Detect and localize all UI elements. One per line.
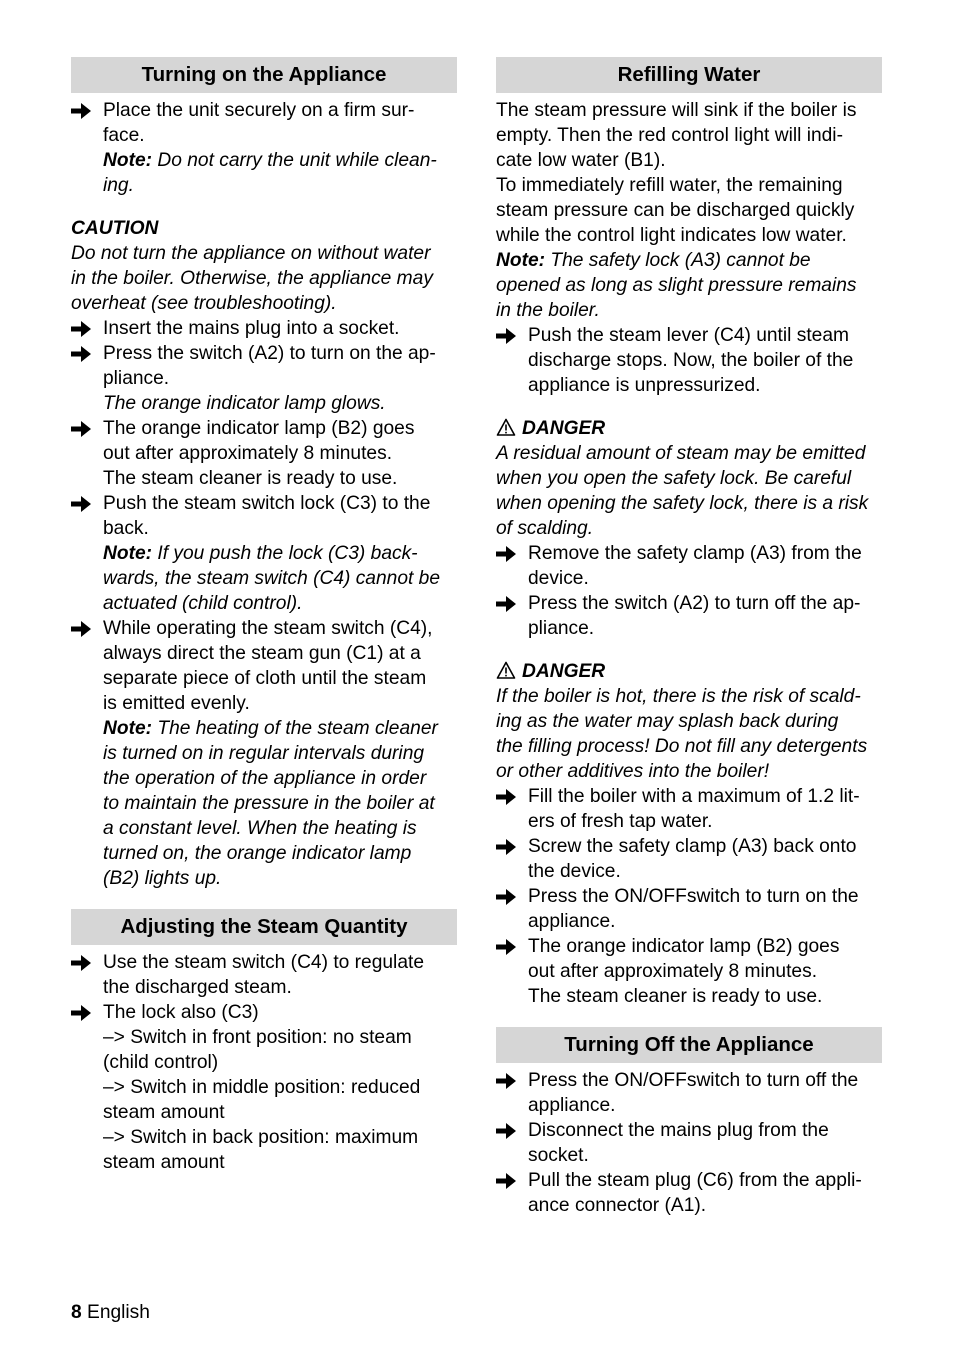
text-line: The orange indicator lamp (B2) goes — [528, 936, 840, 957]
note-text: opened as long as slight pressure remains — [496, 275, 857, 296]
text-line: –> Switch in front position: no steam — [103, 1027, 412, 1048]
caution-text: Do not turn the appliance on without water — [71, 243, 431, 264]
caution-text: in the boiler. Otherwise, the appliance may — [71, 268, 433, 289]
note-text: Do not carry the unit while clean- — [152, 150, 437, 171]
arrow-right-icon — [71, 616, 93, 641]
text-line: cate low water (B1). — [496, 150, 666, 171]
text-line: –> Switch in middle position: reduced — [103, 1077, 421, 1098]
danger-text: of scalding. — [496, 518, 594, 539]
list-item — [496, 784, 882, 834]
danger-text: ing as the water may splash back during — [496, 711, 839, 732]
note-label: Note: — [103, 150, 153, 171]
text-line: the discharged steam. — [103, 977, 292, 998]
note — [103, 148, 457, 173]
list-item — [496, 834, 882, 884]
arrow-right-icon — [71, 1000, 93, 1025]
text-line: separate piece of cloth until the steam — [103, 668, 427, 689]
arrow-right-icon — [71, 316, 93, 341]
text-line: The orange indicator lamp glows. — [103, 393, 386, 414]
caution-label: CAUTION — [71, 218, 159, 239]
arrow-right-icon — [496, 323, 518, 348]
list-item — [496, 541, 882, 591]
list-item — [71, 316, 457, 341]
arrow-right-icon — [71, 950, 93, 975]
arrow-right-icon — [71, 416, 93, 441]
arrow-right-icon — [496, 591, 518, 616]
list-item — [71, 416, 457, 491]
note-text: If you push the lock (C3) back- — [152, 543, 418, 564]
arrow-right-icon — [496, 1068, 518, 1093]
text-line: Press the switch (A2) to turn on the ap- — [103, 343, 436, 364]
text-line: Use the steam switch (C4) to regulate — [103, 952, 424, 973]
list-item — [496, 323, 882, 398]
text-line: (child control) — [103, 1052, 219, 1073]
section-header-turning-off: Turning Off the Appliance — [496, 1027, 882, 1063]
text-line: pliance. — [103, 368, 170, 389]
section-header-turning-on: Turning on the Appliance — [71, 57, 457, 93]
note-text: the operation of the appliance in order — [103, 768, 427, 789]
text-line: Press the switch (A2) to turn off the ap- — [528, 593, 861, 614]
text-line: Push the steam lever (C4) until steam — [528, 325, 849, 346]
danger-label: DANGER — [522, 418, 606, 439]
arrow-right-icon — [496, 1118, 518, 1143]
note — [103, 716, 457, 741]
arrow-right-icon — [496, 884, 518, 909]
section-header-refilling-water: Refilling Water — [496, 57, 882, 93]
note — [496, 248, 882, 273]
arrow-right-icon — [71, 491, 93, 516]
danger-label: DANGER — [522, 661, 606, 682]
text-line: steam amount — [103, 1152, 225, 1173]
text-line: the device. — [528, 861, 621, 882]
text-line: While operating the steam switch (C4), — [103, 618, 433, 639]
note-label: Note: — [103, 718, 153, 739]
right-column — [496, 57, 882, 1218]
note-text: (B2) lights up. — [103, 868, 222, 889]
list-item — [496, 934, 882, 1009]
text-line: appliance is unpressurized. — [528, 375, 761, 396]
text-line: always direct the steam gun (C1) at a — [103, 643, 421, 664]
note-text: wards, the steam switch (C4) cannot be — [103, 568, 440, 589]
text-line: Screw the safety clamp (A3) back onto — [528, 836, 857, 857]
list-item — [71, 341, 457, 416]
page-number: 8 — [71, 1302, 82, 1323]
text-line: –> Switch in back position: maximum — [103, 1127, 419, 1148]
list-item — [71, 1000, 457, 1175]
note-text: to maintain the pressure in the boiler at — [103, 793, 435, 814]
danger-heading — [496, 659, 882, 684]
danger-text: the filling process! Do not fill any detergents — [496, 736, 868, 757]
list-item — [496, 1118, 882, 1168]
list-item — [71, 616, 457, 891]
arrow-right-icon — [71, 98, 93, 123]
text-line: back. — [103, 518, 149, 539]
text-line: out after approximately 8 minutes. — [528, 961, 818, 982]
text-line: while the control light indicates low water. — [496, 225, 847, 246]
text-line: Pull the steam plug (C6) from the appli- — [528, 1170, 862, 1191]
text-line: The steam cleaner is ready to use. — [103, 468, 398, 489]
warning-triangle-icon — [496, 418, 516, 436]
text-line: Disconnect the mains plug from the — [528, 1120, 829, 1141]
arrow-right-icon — [71, 341, 93, 366]
danger-heading — [496, 416, 882, 441]
caution-text: overheat (see troubleshooting). — [71, 293, 337, 314]
note-text: actuated (child control). — [103, 593, 303, 614]
danger-text: when you open the safety lock. Be careful — [496, 468, 852, 489]
note-text: is turned on in regular intervals during — [103, 743, 425, 764]
text-line: Fill the boiler with a maximum of 1.2 lit- — [528, 786, 860, 807]
arrow-right-icon — [496, 784, 518, 809]
text-line: socket. — [528, 1145, 589, 1166]
warning-triangle-icon — [496, 661, 516, 679]
note — [103, 541, 457, 566]
text-line: steam amount — [103, 1102, 225, 1123]
note-text: turned on, the orange indicator lamp — [103, 843, 412, 864]
left-column — [71, 57, 457, 1175]
list-item — [496, 591, 882, 641]
danger-text: or other additives into the boiler! — [496, 761, 770, 782]
note-text: The safety lock (A3) cannot be — [545, 250, 811, 271]
text-line: appliance. — [528, 1095, 616, 1116]
note-text: a constant level. When the heating is — [103, 818, 417, 839]
note-text: The heating of the steam cleaner — [152, 718, 438, 739]
note-label: Note: — [496, 250, 546, 271]
note-label: Note: — [103, 543, 153, 564]
text-line: The orange indicator lamp (B2) goes — [103, 418, 415, 439]
list-item — [496, 1168, 882, 1218]
arrow-right-icon — [496, 834, 518, 859]
note-text: ing. — [103, 175, 134, 196]
text-line: face. — [103, 125, 145, 146]
text-line: Insert the mains plug into a socket. — [103, 318, 400, 339]
text-line: device. — [528, 568, 589, 589]
text-line: Press the ON/OFFswitch to turn off the — [528, 1070, 859, 1091]
text-line: pliance. — [528, 618, 595, 639]
text-line: ance connector (A1). — [528, 1195, 707, 1216]
text-line: The steam pressure will sink if the boiler is — [496, 100, 857, 121]
text-line: is emitted evenly. — [103, 693, 250, 714]
text-line: empty. Then the red control light will indi- — [496, 125, 843, 146]
list-item — [71, 950, 457, 1000]
note-text: in the boiler. — [496, 300, 600, 321]
section-header-steam-quantity: Adjusting the Steam Quantity — [71, 909, 457, 945]
page-footer — [71, 1300, 150, 1325]
danger-text: If the boiler is hot, there is the risk of scald- — [496, 686, 861, 707]
text-line: Place the unit securely on a firm sur- — [103, 100, 415, 121]
list-item — [71, 491, 457, 616]
text-line: out after approximately 8 minutes. — [103, 443, 393, 464]
arrow-right-icon — [496, 1168, 518, 1193]
text-line: steam pressure can be discharged quickly — [496, 200, 855, 221]
text-line: Remove the safety clamp (A3) from the — [528, 543, 862, 564]
text-line: Push the steam switch lock (C3) to the — [103, 493, 431, 514]
list-item — [71, 98, 457, 198]
text-line: appliance. — [528, 911, 616, 932]
footer-language: English — [87, 1302, 150, 1323]
text-line: The steam cleaner is ready to use. — [528, 986, 823, 1007]
arrow-right-icon — [496, 541, 518, 566]
text-line: ers of fresh tap water. — [528, 811, 713, 832]
text-line: The lock also (C3) — [103, 1002, 259, 1023]
danger-text: when opening the safety lock, there is a risk — [496, 493, 869, 514]
text-line: discharge stops. Now, the boiler of the — [528, 350, 854, 371]
list-item — [496, 1068, 882, 1118]
arrow-right-icon — [496, 934, 518, 959]
danger-text: A residual amount of steam may be emitted — [496, 443, 866, 464]
text-line: To immediately refill water, the remaining — [496, 175, 843, 196]
list-item — [496, 884, 882, 934]
text-line: Press the ON/OFFswitch to turn on the — [528, 886, 859, 907]
